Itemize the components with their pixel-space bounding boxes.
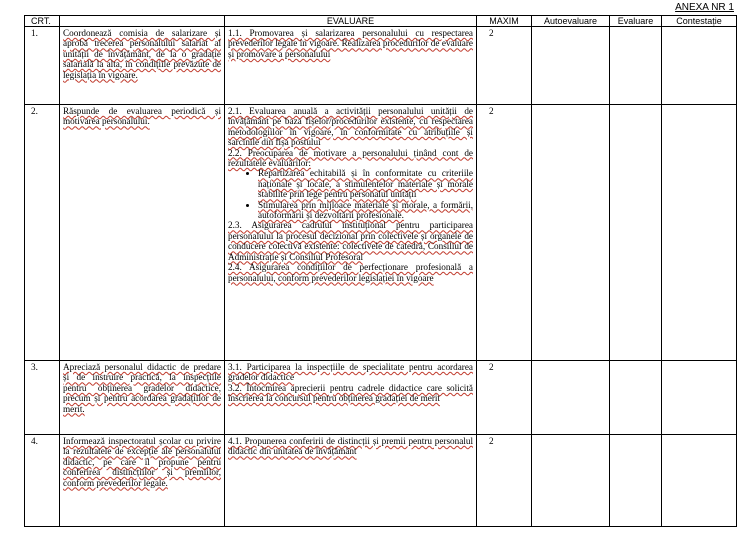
contestatie-cell[interactable] xyxy=(662,435,737,527)
evaluare-cell[interactable] xyxy=(610,27,662,105)
evaluation-cell xyxy=(225,105,477,361)
bullet-item: • Repartizarea echitabilă și în conformitate cu criteriile naționale și locale, a stimulentelor materiale și morale stabilite prin lege pentru personalul unității xyxy=(258,168,473,199)
criterion-cell xyxy=(60,435,225,527)
evaluation-item: 2.3. Asigurarea cadrului instituțional pentru participarea personalului la procesul decizional prin colectivele și organele de conducere colectivă existente: colectivele de catedră, Consiliul de Administrație și Consiliul Profesoral xyxy=(228,220,473,262)
criterion-cell xyxy=(60,361,225,435)
evaluation-item: 1.1. Promovarea și salarizarea personalului cu respectarea prevederilor legale în vigoare. Realizarea procedurilor de evaluare și promovare a personalului xyxy=(228,28,473,59)
bullet-list xyxy=(228,168,473,220)
autoevaluare-cell[interactable] xyxy=(532,361,610,435)
criterion-text: Coordonează comisia de salarizare și aprobă trecerea personalului salariat al unității de învățământ, de la o gradație salarială la alta, în condițiile prevăzute de legislația în vigoare. xyxy=(63,28,221,80)
max-score: 2 xyxy=(477,361,532,435)
header-autoevaluare: Autoevaluare xyxy=(532,16,610,27)
autoevaluare-cell[interactable] xyxy=(532,435,610,527)
criterion-text: Răspunde de evaluarea periodică și motivarea personalului. xyxy=(63,106,221,127)
header-evaluare-score: Evaluare xyxy=(610,16,662,27)
evaluation-cell xyxy=(225,361,477,435)
evaluation-cell xyxy=(225,27,477,105)
evaluare-cell[interactable] xyxy=(610,361,662,435)
evaluation-cell xyxy=(225,435,477,527)
table-row xyxy=(25,361,737,435)
header-criteriu xyxy=(60,16,225,27)
evaluation-item: 3.1. Participarea la inspecțiile de specialitate pentru acordarea gradelor didactice xyxy=(228,362,473,383)
annex-title: ANEXA NR 1 xyxy=(675,2,734,13)
criterion-text: Apreciază personalul didactic de predare și de instruire practică, la inspecțiile pentru obținerea gradelor didactice, precum și pentru acordarea gradațiilor de merit. xyxy=(63,362,221,414)
contestatie-cell[interactable] xyxy=(662,361,737,435)
header-evaluare: EVALUARE xyxy=(225,16,477,27)
evaluation-table xyxy=(24,15,737,527)
evaluation-item: 4.1. Propunerea conferirii de distincții și premii pentru personalul didactic din unitatea de învățământ xyxy=(228,436,473,457)
row-number: 2. xyxy=(25,105,60,361)
max-score: 2 xyxy=(477,435,532,527)
criterion-cell xyxy=(60,105,225,361)
bullet-item: • Stimularea prin mijloace materiale și morale, a formării, autoformării și dezvoltării profesionale. xyxy=(258,200,473,221)
contestatie-cell[interactable] xyxy=(662,27,737,105)
row-number: 4. xyxy=(25,435,60,527)
max-score: 2 xyxy=(477,105,532,361)
table-row xyxy=(25,105,737,361)
autoevaluare-cell[interactable] xyxy=(532,27,610,105)
evaluation-item: 2.1. Evaluarea anuală a activității personalului unității de învățământ pe baza fișelor/procedurilor existente, cu respectarea metodologiilor în vigoare, în conformitate cu atribuțiile și sarcinile din fișa postului xyxy=(228,106,473,148)
header-crt: CRT. xyxy=(25,16,60,27)
row-number: 1. xyxy=(25,27,60,105)
table-row xyxy=(25,27,737,105)
evaluation-item: 3.2. Întocmirea aprecierii pentru cadrele didactice care solicită înscrierea la concursul pentru obținerea gradației de merit xyxy=(228,382,473,404)
evaluare-cell[interactable] xyxy=(610,435,662,527)
contestatie-cell[interactable] xyxy=(662,105,737,361)
header-row xyxy=(25,16,737,27)
autoevaluare-cell[interactable] xyxy=(532,105,610,361)
header-maxim: MAXIM xyxy=(477,16,532,27)
criterion-text: Informează inspectoratul școlar cu privire la rezultatele de excepție ale personalului didactic, pe care îl propune pentru conferirea distincțiilor și premiilor, conform prevederilor legale. xyxy=(63,436,221,488)
criterion-cell xyxy=(60,27,225,105)
row-number: 3. xyxy=(25,361,60,435)
evaluare-cell[interactable] xyxy=(610,105,662,361)
table-row xyxy=(25,435,737,527)
max-score: 2 xyxy=(477,27,532,105)
evaluation-item: 2.4. Asigurarea condițiilor de perfecționare profesională a personalului, conform prevederilor legislației în vigoare xyxy=(228,262,473,283)
evaluation-item: 2.2. Preocuparea de motivare a personalului ținând cont de rezultatele evaluărilor: xyxy=(228,147,473,169)
header-contestatie: Contestație xyxy=(662,16,737,27)
